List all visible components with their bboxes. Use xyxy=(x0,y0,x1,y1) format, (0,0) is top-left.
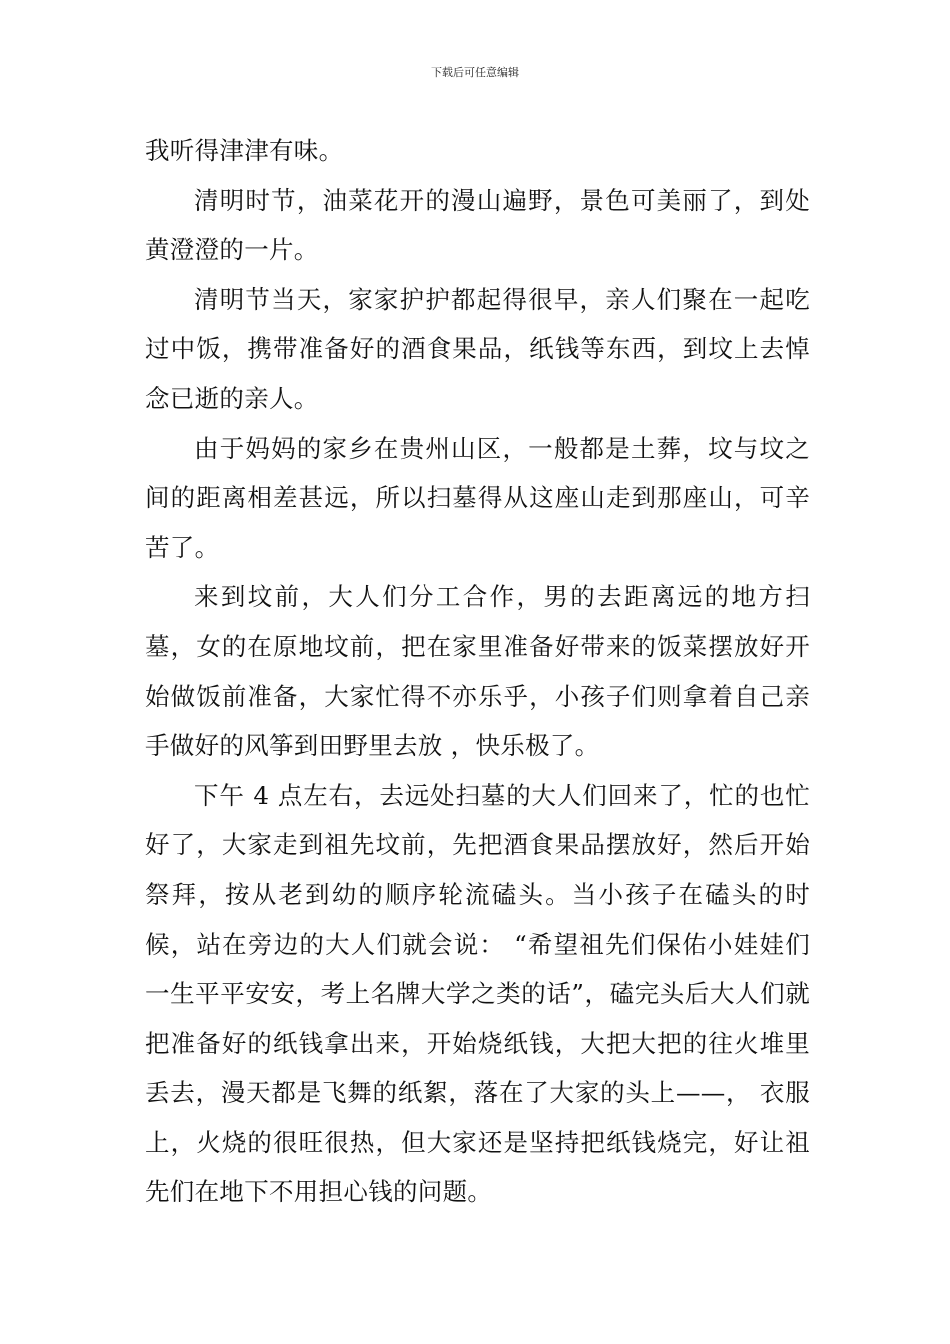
paragraph: 来到坟前，大人们分工合作，男的去距离远的地方扫墓，女的在原地坟前，把在家里准备好带来的饭菜摆放好开始做饭前准备，大家忙得不亦乐乎，小孩子们则拿着自己亲手做好的风筝到田野里去放 ，快乐极了。 xyxy=(145,582,810,761)
paragraph: 清明时节，油菜花开的漫山遍野，景色可美丽了，到处黄澄澄的一片。 xyxy=(145,185,810,265)
document-body xyxy=(145,126,810,1217)
paragraph: 由于妈妈的家乡在贵州山区，一般都是土葬，坟与坟之间的距离相差甚远，所以扫墓得从这座山走到那座山，可辛苦了。 xyxy=(145,433,810,562)
page-header: 下载后可任意编辑 xyxy=(431,66,519,79)
paragraph: 下午 4 点左右，去远处扫墓的大人们回来了，忙的也忙好了，大家走到祖先坟前，先把酒食果品摆放好，然后开始祭拜，按从老到幼的顺序轮流磕头。当小孩子在磕头的时候，站在旁边的大人们就会说： “希望祖先们保佑小娃娃们一生平平安安，考上名牌大学之类的话”，磕完头后大人们就把准备好的纸钱拿出来，开始烧纸钱，大把大把的往火堆里丢去，漫天都是飞舞的纸絮，落在了大家的头上——， 衣服上，火烧的很旺很热，但大家还是坚持把纸钱烧完，好让祖先们在地下不用担心钱的问题。 xyxy=(145,780,810,1207)
paragraph: 我听得津津有味。 xyxy=(145,136,344,165)
paragraph: 清明节当天，家家护护都起得很早，亲人们聚在一起吃过中饭，携带准备好的酒食果品，纸钱等东西，到坟上去悼念已逝的亲人。 xyxy=(145,284,810,413)
